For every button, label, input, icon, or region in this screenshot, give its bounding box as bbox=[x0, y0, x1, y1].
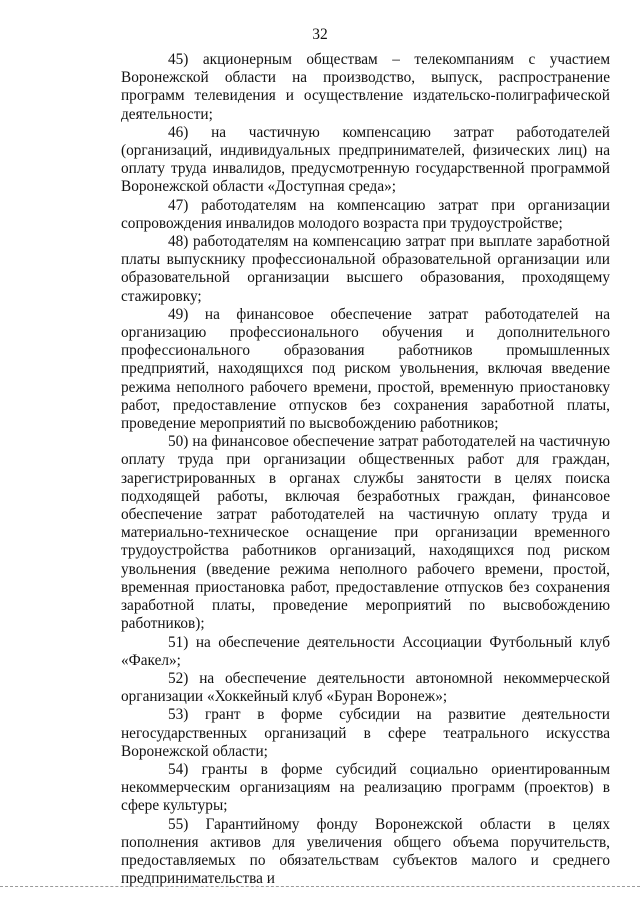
list-item-50: 50) на финансовое обеспечение затрат работодателей на частичную оплату труда при организации общественных работ для граждан, зарегистрированных в органах службы занятости в целях поиска подходящей работы, включая безработных граждан, финансовое обеспечение затрат работодателей на частичную оплату труда и материально-техническое оснащение при организации временного трудоустройства работников организаций, находящихся под риском увольнения (введение режима неполного рабочего времени, простой, временная приостановка работ, предоставление отпусков без сохранения заработной платы, проведение мероприятий по высвобождению работников); bbox=[121, 433, 610, 633]
list-item-54: 54) гранты в форме субсидий социально ориентированным некоммерческим организациям на реализацию программ (проектов) в сфере культуры; bbox=[121, 760, 610, 815]
list-item-53: 53) грант в форме субсидии на развитие деятельности негосударственных организаций в сфере театрального искусства Воронежской области; bbox=[121, 706, 610, 760]
page-footer-divider bbox=[0, 886, 640, 887]
list-item-52: 52) на обеспечение деятельности автономной некоммерческой организации «Хоккейный клуб «Буран Воронеж»; bbox=[121, 669, 610, 706]
list-item-51: 51) на обеспечение деятельности Ассоциации Футбольный клуб «Факел»; bbox=[121, 633, 610, 669]
list-item-48: 48) работодателям на компенсацию затрат при выплате заработной платы выпускнику профессиональной образовательной организации или образовательной организации высшего образования, проходящему стажировку; bbox=[121, 233, 610, 305]
page-number: 32 bbox=[312, 26, 328, 43]
document-body bbox=[121, 51, 610, 888]
list-item-55: 55) Гарантийному фонду Воронежской области в целях пополнения активов для увеличения общего объема поручительств, предоставляемых по обязательствам субъектов малого и среднего предпринимательства и bbox=[121, 815, 610, 888]
list-item-47: 47) работодателям на компенсацию затрат при организации сопровождения инвалидов молодого возраста при трудоустройстве; bbox=[121, 196, 610, 232]
list-item-49: 49) на финансовое обеспечение затрат работодателей на организацию профессионального обучения и дополнительного профессионального образования работников промышленных предприятий, находящихся под риском увольнения, включая введение режима неполного рабочего времени, простой, временную приостановку работ, предоставление отпусков без сохранения заработной платы, проведение мероприятий по высвобождению работников; bbox=[121, 305, 610, 433]
list-item-45: 45) акционерным обществам – телекомпаниям с участием Воронежской области на производство, выпуск, распространение программ телевидения и осуществление издательско-полиграфической деятельности; bbox=[121, 51, 610, 123]
list-item-46: 46) на частичную компенсацию затрат работодателей (организаций, индивидуальных предпринимателей, физических лиц) на оплату труда инвалидов, предусмотренную государственной программой Воронежской области «Доступная среда»; bbox=[121, 123, 610, 196]
